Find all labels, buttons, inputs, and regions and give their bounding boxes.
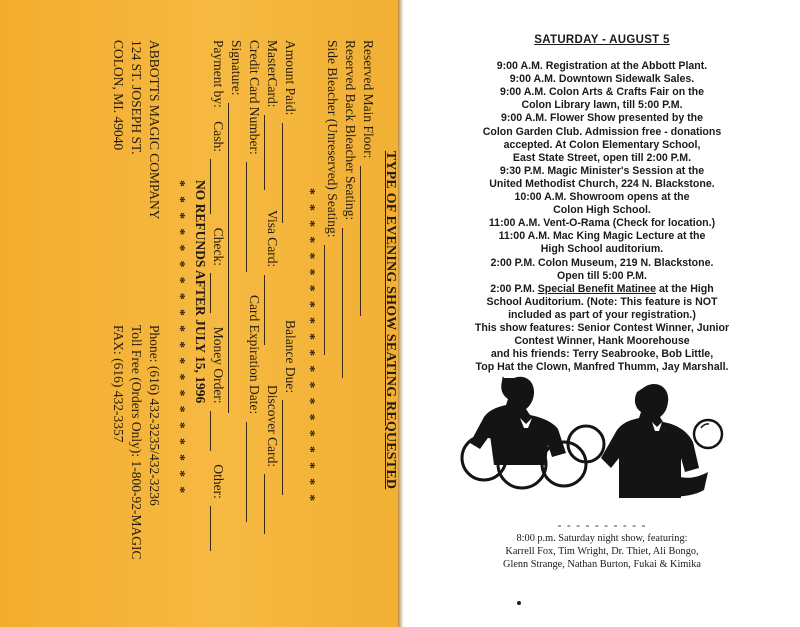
company-name: ABBOTTS MAGIC COMPANY (147, 40, 162, 220)
card-number-label: Credit Card Number: (247, 40, 262, 155)
mastercard-label: MasterCard: (265, 40, 280, 108)
schedule-line: 9:00 A.M. Downtown Sidewalk Sales. (509, 73, 695, 86)
visa-row (264, 210, 280, 345)
schedule-line: 9:00 A.M. Colon Arts & Crafts Fair on the (499, 86, 705, 99)
money-order-field[interactable] (210, 411, 222, 451)
check-field[interactable] (210, 273, 222, 313)
crystal-ball-icon (694, 420, 722, 448)
payment-row (210, 40, 226, 551)
schedule-line: Top Hat the Clown, Manfred Thumm, Jay Marshall. (475, 361, 729, 374)
cash-label: Cash: (211, 121, 226, 153)
schedule-line: 9:30 P.M. Magic Minister's Session at the (499, 164, 705, 177)
schedule-line: Colon Garden Club. Admission free - donations (482, 125, 722, 138)
reserved-back-field[interactable] (342, 228, 354, 378)
card-number-field[interactable] (246, 162, 258, 272)
stars-divider-1: * * * * * * * * * * * * * * * * * * * * (303, 188, 318, 505)
reserved-main-label: Reserved Main Floor: (361, 40, 376, 159)
company-city: COLON, MI. 49040 (111, 40, 126, 151)
balance-due-field[interactable] (282, 400, 294, 495)
schedule-line: East State Street, open till 2:00 P.M. (512, 151, 692, 164)
amount-paid-label: Amount Paid: (283, 40, 298, 116)
section-divider: - - - - - - - - - - (557, 518, 647, 532)
schedule-line: and his friends: Terry Seabrooke, Bob Little, (490, 348, 714, 361)
mastercard-row (264, 40, 280, 190)
amount-paid-field[interactable] (282, 123, 294, 223)
schedule-list (404, 34, 800, 374)
reserved-main-field[interactable] (360, 166, 372, 316)
visa-label: Visa Card: (265, 210, 280, 268)
reserved-back-row (342, 40, 358, 378)
schedule-line: This show features: Senior Contest Winner, Junior (474, 321, 730, 334)
schedule-line: Contest Winner, Hank Moorehouse (514, 335, 690, 348)
schedule-line: 9:00 A.M. Registration at the Abbott Plant. (496, 60, 708, 73)
matinee-line (404, 283, 800, 296)
company-phone: Phone: (616) 432-3235/432-3236 (147, 325, 162, 506)
schedule-line: Colon High School. (553, 204, 651, 217)
schedule-line: accepted. At Colon Elementary School, (503, 138, 701, 151)
schedule-line: 11:00 A.M. Mac King Magic Lecture at the (498, 230, 706, 243)
schedule-line: United Methodist Church, 224 N. Blackstone. (489, 177, 715, 190)
reserved-back-label: Reserved Back Bleacher Seating: (343, 40, 358, 221)
amount-paid-row (282, 40, 298, 223)
night-show-block (404, 532, 800, 571)
signature-label: Signature: (229, 40, 244, 96)
schedule-title: SATURDAY - AUGUST 5 (534, 34, 670, 46)
balance-due-row (282, 320, 298, 495)
magicians-illustration (456, 372, 746, 502)
matinee-title: Special Benefit Matinee (537, 282, 657, 295)
schedule-line: 2:00 P.M. Colon Museum, 219 N. Blackstone. (490, 256, 714, 269)
discover-label: Discover Card: (265, 385, 280, 468)
schedule-line: School Auditorium. (Note: This feature is NOT (486, 295, 718, 308)
cash-field[interactable] (210, 159, 222, 214)
schedule-line: 11:00 A.M. Vent-O-Rama (Check for location.) (488, 217, 716, 230)
company-street: 124 ST. JOSEPH ST. (129, 40, 144, 155)
expiration-row (246, 295, 262, 522)
ring-magician-figure (470, 377, 566, 465)
stars-divider-2: * * * * * * * * * * * * * * * * * * * * (173, 180, 188, 497)
mastercard-field[interactable] (264, 115, 276, 190)
expiration-field[interactable] (246, 422, 258, 522)
schedule-line: Colon Library lawn, till 5:00 P.M. (521, 99, 683, 112)
schedule-page (404, 0, 800, 627)
other-label: Other: (211, 464, 226, 499)
side-bleacher-row (324, 40, 340, 355)
visa-field[interactable] (264, 275, 276, 345)
signature-field[interactable] (228, 103, 240, 413)
order-form-rotated (98, 40, 398, 600)
balance-due-label: Balance Due: (283, 320, 298, 394)
matinee-prefix: 2:00 P.M. (490, 282, 538, 295)
night-show-line: Karrell Fox, Tim Wright, Dr. Thiet, Ali Bongo, (505, 546, 699, 557)
side-bleacher-label: Side Bleacher (Unreserved) Seating: (325, 40, 340, 238)
payment-by-label: Payment by: (211, 40, 226, 108)
reserved-main-row (360, 40, 376, 316)
schedule-line: Open till 5:00 P.M. (557, 269, 647, 282)
company-fax: FAX: (616) 432-3357 (111, 325, 126, 443)
company-toll-free: Toll Free (Orders Only): 1-800-92-MAGIC (129, 325, 144, 560)
signature-row (228, 40, 244, 413)
seating-title: TYPE OF EVENING SHOW SEATING REQUESTED (383, 150, 398, 490)
money-order-label: Money Order: (211, 326, 226, 404)
schedule-line: 10:00 A.M. Showroom opens at the (514, 191, 690, 204)
page-speck (517, 601, 521, 605)
no-refunds-notice: NO REFUNDS AFTER JULY 15, 1996 (193, 180, 208, 404)
discover-row (264, 385, 280, 534)
night-show-line: 8:00 p.m. Saturday night show, featuring: (516, 533, 688, 544)
check-label: Check: (211, 227, 226, 267)
card-number-row (246, 40, 262, 272)
schedule-line: High School auditorium. (540, 243, 664, 256)
schedule-line: included as part of your registration.) (508, 308, 696, 321)
side-bleacher-field[interactable] (324, 245, 336, 355)
other-field[interactable] (210, 506, 222, 551)
schedule-line: 9:00 A.M. Flower Show presented by the (500, 112, 704, 125)
expiration-label: Card Expiration Date: (247, 295, 262, 415)
night-show-line: Glenn Strange, Nathan Burton, Fukai & Kimika (503, 559, 701, 570)
matinee-suffix: at the High (656, 282, 714, 295)
discover-field[interactable] (264, 474, 276, 534)
crystal-ball-magician-figure (601, 384, 708, 498)
